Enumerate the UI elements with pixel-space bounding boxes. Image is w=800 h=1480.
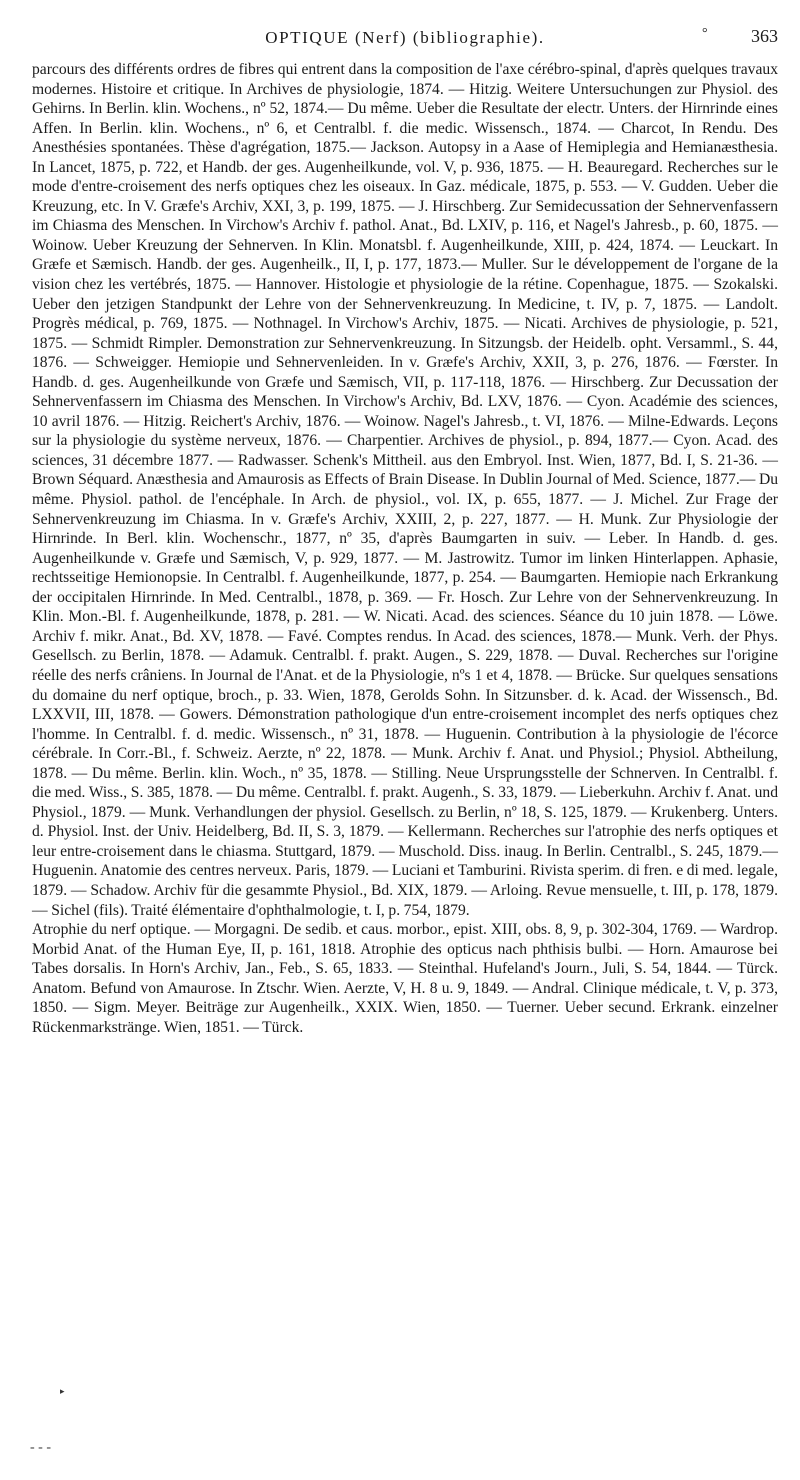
margin-mark: ° — [702, 26, 708, 41]
footer-marks: - - - — [30, 1440, 51, 1455]
page-number: 363 — [751, 26, 778, 46]
page-header — [32, 22, 778, 50]
bibliography-paragraph-2: Atrophie du nerf optique. — Morgagni. De sedib. et caus. morbor., epist. XIII, obs. 8, 9, p. 302-304, 1769. — Wardrop. Morbid Anat. of the Human Eye, II, p. 161, 1818. Atrophie des opticus nach phthisis bulbi. — Horn. Amaurose bei Tabes dorsalis. In Horn's Archiv, Jan., Feb., S. 65, 1833. — Steinthal. Hufeland's Journ., Juli, S. 54, 1844. — Türck. Anatom. Befund von Amaurose. In Ztschr. Wien. Aerzte, V, H. 8 u. 9, 1849. — Andral. Clinique médicale, t. V, p. 373, 1850. — Sigm. Meyer. Beiträge zur Augenheilk., XXIX. Wien, 1850. — Tuerner. Ueber secund. Erkrank. einzelner Rückenmarkstränge. Wien, 1851. — Türck. — [32, 921, 778, 1036]
bibliography-text — [32, 60, 778, 1037]
bibliography-paragraph-1: parcours des différents ordres de fibres qui entrent dans la composition de l'axe cérébro-spinal, d'après quelques travaux modernes. Histoire et critique. In Archives de physiologie, 1874. — Hitzig. Weitere Untersuchungen zur Physiol. des Gehirns. In Berlin. klin. Wochens., nº 52, 1874.— Du même. Ueber die Resultate der electr. Unters. der Hirnrinde eines Affen. In Berlin. klin. Wochens., nº 6, et Centralbl. f. die medic. Wissensch., 1874. — Charcot, In Rendu. Des Anesthésies spontanées. Thèse d'agrégation, 1875.— Jackson. Autopsy in a Aase of Hemiplegia and Hemianæsthesia. In Lancet, 1875, p. 722, et Handb. der ges. Augenheilkunde, vol. V, p. 936, 1875. — H. Beauregard. Recherches sur le mode d'entre-croisement des nerfs optiques chez les oiseaux. In Gaz. médicale, 1875, p. 553. — V. Gudden. Ueber die Kreuzung, etc. In V. Græfe's Archiv, XXI, 3, p. 199, 1875. — J. Hirschberg. Zur Semidecussation der Sehnervenfassern im Chiasma des Menschen. In Virchow's Archiv f. pathol. Anat., Bd. LXIV, p. 116, et Nagel's Jahresb., p. 60, 1875. — Woinow. Ueber Kreuzung der Sehnerven. In Klin. Monatsbl. f. Augenheilkunde, XIII, p. 424, 1874. — Leuckart. In Græfe et Sæmisch. Handb. der ges. Augenheilk., II, I, p. 177, 1873.— Muller. Sur le développement de l'organe de la vision chez les vertébrés, 1875. — Hannover. Histologie et physiologie de la rétine. Copenhague, 1875. — Szokalski. Ueber den jetzigen Standpunkt der Lehre von der Sehnervenkreuzung. In Medicine, t. IV, p. 7, 1875. — Landolt. Progrès médical, p. 769, 1875. — Nothnagel. In Virchow's Archiv, 1875. — Nicati. Archives de physiologie, p. 521, 1875. — Schmidt Rimpler. Demonstration zur Sehnervenkreuzung. In Sitzungsb. der Heidelb. opht. Versamml., S. 44, 1876. — Schweigger. Hemiopie und Sehnervenleiden. In v. Græfe's Archiv, XXII, 3, p. 276, 1876. — Fœrster. In Handb. d. ges. Augenheilkunde von Græfe und Sæmisch, VII, p. 117-118, 1876. — Hirschberg. Zur Decussation der Sehnervenfassern im Chiasma des Menschen. In Virchow's Archiv, Bd. LXV, 1876. — Cyon. Académie des sciences, 10 avril 1876. — Hitzig. Reichert's Archiv, 1876. — Woinow. Nagel's Jahresb., t. VI, 1876. — Milne-Edwards. Leçons sur la physiologie du système nerveux, 1876. — Charpentier. Archives de physiol., p. 894, 1877.— Cyon. Acad. des sciences, 31 décembre 1877. — Radwasser. Schenk's Mittheil. aus den Embryol. Inst. Wien, 1877, Bd. I, S. 21-36. — Brown Séquard. Anæsthesia and Amaurosis as Effects of Brain Disease. In Dublin Journal of Med. Science, 1877.— Du même. Physiol. pathol. de l'encéphale. In Arch. de physiol., vol. IX, p. 655, 1877. — J. Michel. Zur Frage der Sehnervenkreuzung im Chiasma. In v. Græfe's Archiv, XXIII, 2, p. 227, 1877. — H. Munk. Zur Physiologie der Hirnrinde. In Berl. klin. Wochenschr., 1877, nº 35, d'après Baumgarten in suiv. — Leber. In Handb. d. ges. Augenheilkunde v. Græfe und Sæmisch, V, p. 929, 1877. — M. Jastrowitz. Tumor im linken Hinterlappen. Aphasie, rechtsseitige Hemionopsie. In Centralbl. f. Augenheilkunde, 1877, p. 254. — Baumgarten. Hemiopie nach Erkrankung der occipitalen Hirnrinde. In Med. Centralbl., 1878, p. 369. — Fr. Hosch. Zur Lehre von der Sehnervenkreuzung. In Klin. Mon.-Bl. f. Augenheilkunde, 1878, p. 281. — W. Nicati. Acad. des sciences. Séance du 10 juin 1878. — Löwe. Archiv f. mikr. Anat., Bd. XV, 1878. — Favé. Comptes rendus. In Acad. des sciences, 1878.— Munk. Verh. der Phys. Gesellsch. zu Berlin, 1878. — Adamuk. Centralbl. f. prakt. Augen., S. 229, 1878. — Duval. Recherches sur l'origine réelle des nerfs crâniens. In Journal de l'Anat. et de la Physiologie, nºs 1 et 4, 1878. — Brücke. Sur quelques sensations du domaine du nerf optique, broch., p. 33. Wien, 1878, Gerolds Sohn. In Sitzunsber. d. k. Acad. der Wissensch., Bd. LXXVII, III, 1878. — Gowers. Démonstration pathologique d'un entre-croisement incomplet des nerfs optiques chez l'homme. In Centralbl. f. d. medic. Wissensch., nº 31, 1878. — Huguenin. Contribution à la physiologie de l'écorce cérébrale. In Corr.-Bl., f. Schweiz. Aerzte, nº 22, 1878. — Munk. Archiv f. Anat. und Physiol.; Physiol. Abtheilung, 1878. — Du même. Berlin. klin. Woch., nº 35, 1878. — Stilling. Neue Ursprungsstelle der Schnerven. In Centralbl. f. die med. Wiss., S. 385, 1878. — Du même. Centralbl. f. prakt. Augenh., S. 33, 1879. — Lieberkuhn. Archiv f. Anat. und Physiol., 1879. — Munk. Verhandlungen der physiol. Gesellsch. zu Berlin, nº 18, S. 125, 1879. — Krukenberg. Unters. d. Physiol. Inst. der Univ. Heidelberg, Bd. II, S. 3, 1879. — Kellermann. Recherches sur l'atrophie des nerfs optiques et leur entre-croisement dans le chiasma. Stuttgard, 1879. — Muschold. Diss. inaug. In Berlin. Centralbl., S. 245, 1879.— Huguenin. Anatomie des centres nerveux. Paris, 1879. — Luciani et Tamburini. Rivista sperim. di fren. e di med. legale, 1879. — Schadow. Archiv für die gesammte Physiol., Bd. XIX, 1879. — Arloing. Revue mensuelle, t. III, p. 178, 1879. — Sichel (fils). Traité élémentaire d'ophthalmologie, t. I, p. 754, 1879. — [32, 61, 778, 919]
stray-mark: ▸ — [60, 1386, 65, 1396]
running-title: OPTIQUE (Nerf) (bibliographie). — [265, 28, 545, 47]
